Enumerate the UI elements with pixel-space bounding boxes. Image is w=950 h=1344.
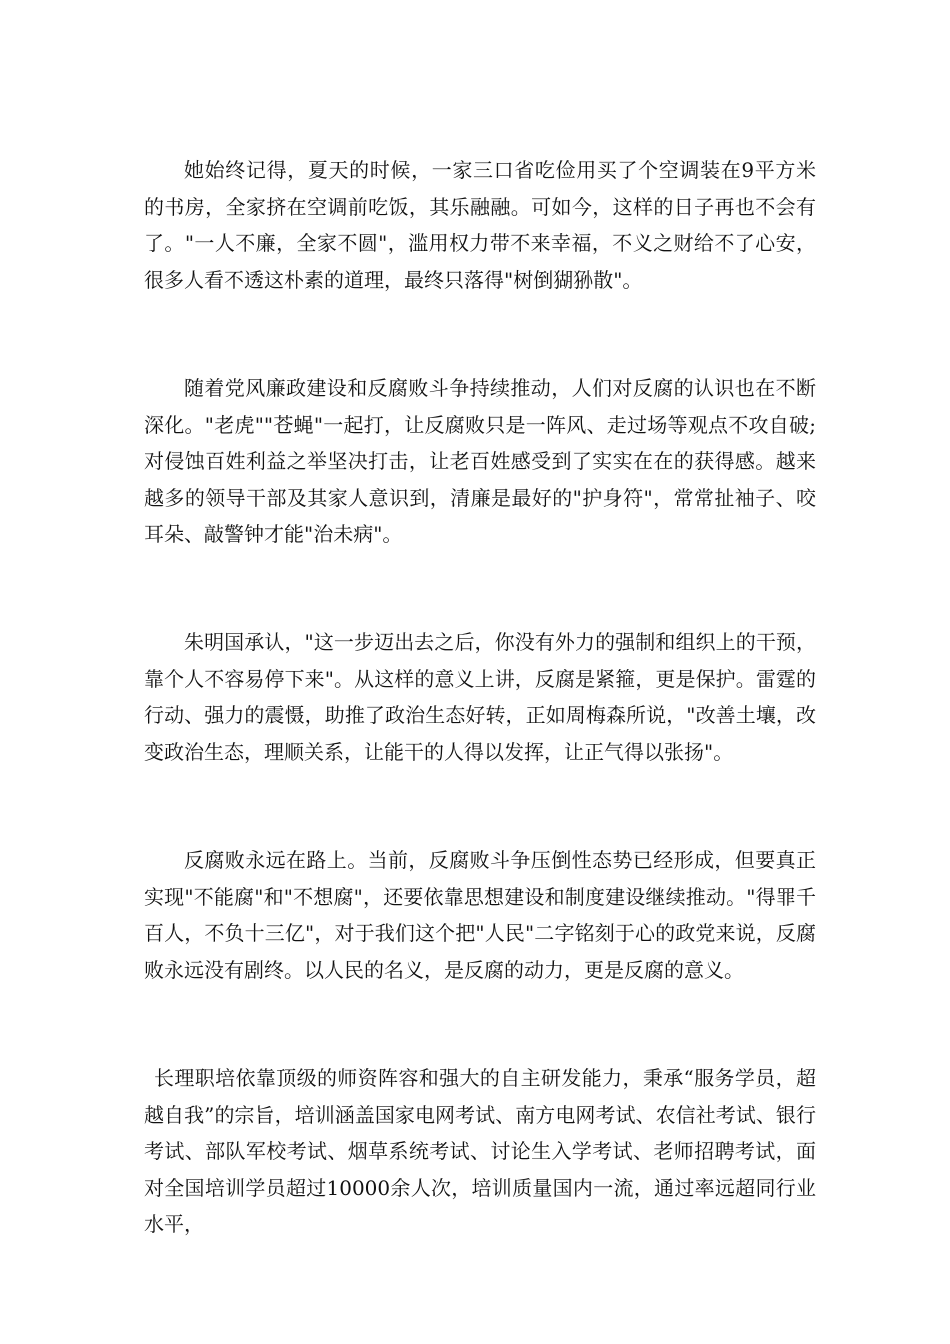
paragraph-training-ad: 长理职培依靠顶级的师资阵容和强大的自主研发能力，秉承“服务学员，超越自我”的宗旨，培训涵盖国家电网考试、南方电网考试、农信社考试、银行考试、部队军校考试、烟草系统考试、讨论生入学考试、老师招聘考试，面对全国培训学员超过10000余人次，培训质量国内一流，通过率远超同行业水平，: [144, 1066, 816, 1236]
paragraph-anti-corruption-awareness: 随着党风廉政建设和反腐败斗争持续推动，人们对反腐的认识也在不断深化。"老虎""苍蝇"一起打，让反腐败只是一阵风、走过场等观点不攻自破;对侵蚀百姓利益之举坚决打击，让老百姓感受到了实实在在的获得感。越来越多的领导干部及其家人意识到，清廉是最好的"护身符"，常常扯袖子、咬耳朵、敲警钟才能"治未病"。: [144, 376, 816, 546]
paragraph-family-memory: 她始终记得，夏天的时候，一家三口省吃俭用买了个空调装在9平方米的书房，全家挤在空调前吃饭，其乐融融。可如今，这样的日子再也不会有了。"一人不廉，全家不圆"，滥用权力带不来幸福，不义之财给不了心安，很多人看不透这朴素的道理，最终只落得"树倒猢狲散"。: [144, 158, 816, 292]
paragraph-anti-corruption-ongoing: 反腐败永远在路上。当前，反腐败斗争压倒性态势已经形成，但要真正实现"不能腐"和"不想腐"，还要依靠思想建设和制度建设继续推动。"得罪千百人，不负十三亿"，对于我们这个把"人民"二字铭刻于心的政党来说，反腐败永远没有剧终。以人民的名义，是反腐的动力，更是反腐的意义。: [144, 848, 816, 982]
paragraph-zhu-mingguo-quote: 朱明国承认，"这一步迈出去之后，你没有外力的强制和组织上的干预，靠个人不容易停下来"。从这样的意义上讲，反腐是紧箍，更是保护。雷霆的行动、强力的震慑，助推了政治生态好转，正如周梅森所说，"改善土壤，改变政治生态，理顺关系，让能干的人得以发挥，让正气得以张扬"。: [144, 630, 816, 764]
